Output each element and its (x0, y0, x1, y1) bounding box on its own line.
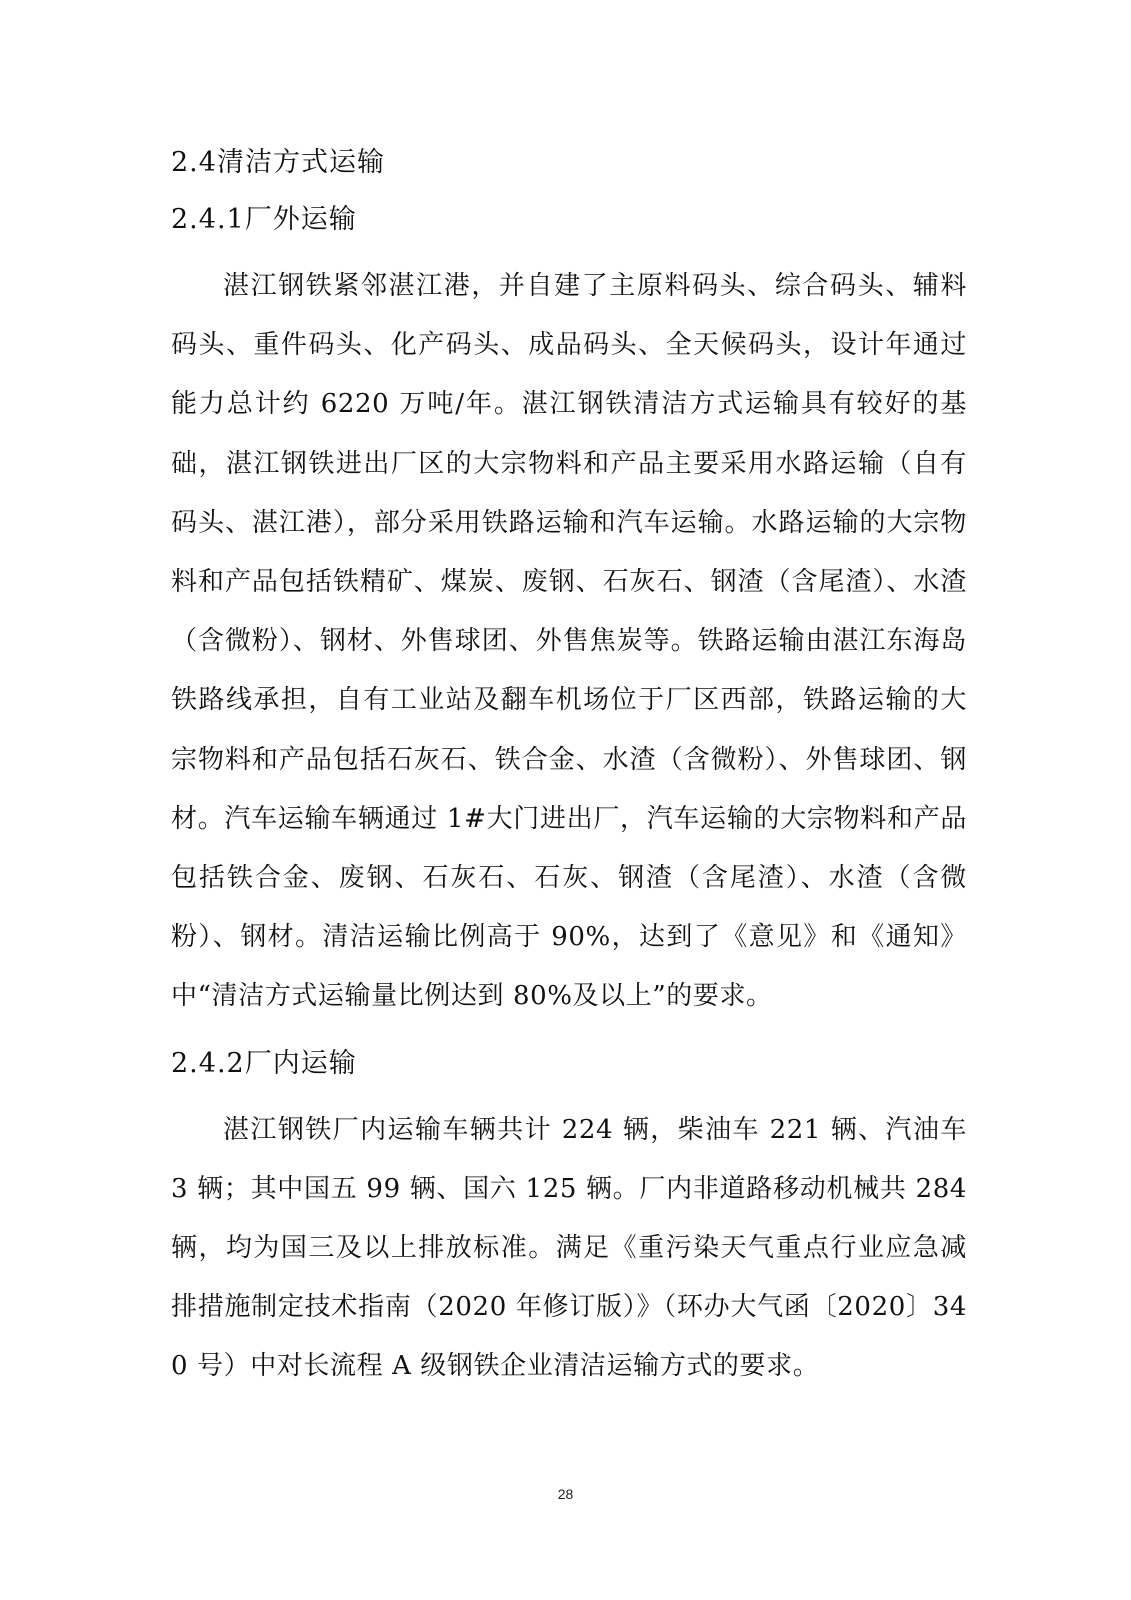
section-heading: 2.4清洁方式运输 (171, 147, 385, 178)
page-content (171, 143, 967, 1414)
paragraph-offsite-transport: 湛江钢铁紧邻湛江港，并自建了主原料码头、综合码头、辅料码头、重件码头、化产码头、成品码头、全天候码头，设计年通过能力总计约 6220 万吨/年。湛江钢铁清洁方式运输具有较好的基础，湛江钢铁进出厂区的大宗物料和产品主要采用水路运输（自有码头、湛江港），部分采用铁路运输和汽车运输。水路运输的大宗物料和产品包括铁精矿、煤炭、废钢、石灰石、钢渣（含尾渣）、水渣（含微粉）、钢材、外售球团、外售焦炭等。铁路运输由湛江东海岛铁路线承担，自有工业站及翻车机场位于厂区西部，铁路运输的大宗物料和产品包括石灰石、铁合金、水渣（含微粉）、外售球团、钢材。汽车运输车辆通过 1#大门进出厂，汽车运输的大宗物料和产品包括铁合金、废钢、石灰石、石灰、钢渣（含尾渣）、水渣（含微粉）、钢材。清洁运输比例高于 90%，达到了《意见》和《通知》中“清洁方式运输量比例达到 80%及以上”的要求。 (171, 271, 967, 1012)
paragraph-onsite-transport: 湛江钢铁厂内运输车辆共计 224 辆，柴油车 221 辆、汽油车 3 辆；其中国五 99 辆、国六 125 辆。厂内非道路移动机械共 284 辆，均为国三及以上排放标准。满足《重污染天气重点行业应急减排措施制定技术指南（2020 年修订版）》（环办大气函〔2020〕340 号）中对长流程 A 级钢铁企业清洁运输方式的要求。 (171, 1114, 967, 1382)
page-number: 28 (557, 1486, 574, 1502)
subsection-heading-onsite-transport: 2.4.2厂内运输 (171, 1047, 357, 1079)
subsection-heading-offsite-transport: 2.4.1厂外运输 (171, 204, 357, 235)
